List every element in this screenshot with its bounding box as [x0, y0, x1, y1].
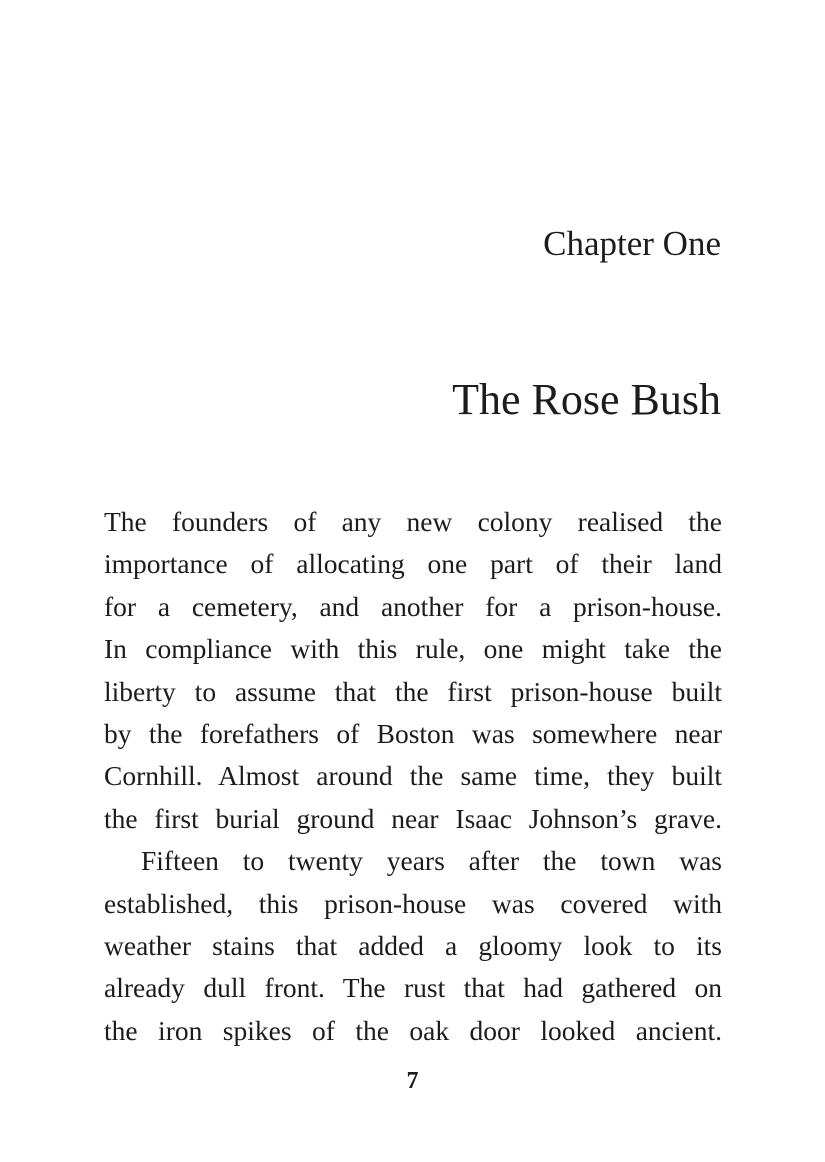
text-line: by the forefathers of Boston was somewhere near [104, 717, 722, 749]
text-line: The founders of any new colony realised the [104, 506, 722, 537]
text-line: Fifteen to twenty years after the town was [141, 845, 722, 877]
paragraph-1 [104, 501, 722, 840]
chapter-label: Chapter One [543, 224, 721, 263]
text-line: the first burial ground near Isaac Johnson’s grave. [104, 802, 722, 834]
page-number: 7 [406, 1068, 419, 1094]
body-text [104, 501, 722, 1052]
text-line: the iron spikes of the oak door looked ancient. [104, 1014, 722, 1046]
text-line: In compliance with this rule, one might take the [104, 633, 722, 665]
text-line: already dull front. The rust that had gathered on [104, 972, 722, 1004]
text-line: importance of allocating one part of their land [104, 548, 722, 580]
text-line: liberty to assume that the first prison-house built [104, 675, 722, 707]
chapter-title: The Rose Bush [452, 375, 721, 424]
text-line: established, this prison-house was covered with [104, 887, 722, 919]
text-line: weather stains that added a gloomy look to its [104, 929, 722, 961]
text-line: Cornhill. Almost around the same time, they built [104, 760, 722, 792]
paragraph-2 [104, 840, 722, 1052]
text-line: for a cemetery, and another for a prison-house. [104, 590, 722, 622]
